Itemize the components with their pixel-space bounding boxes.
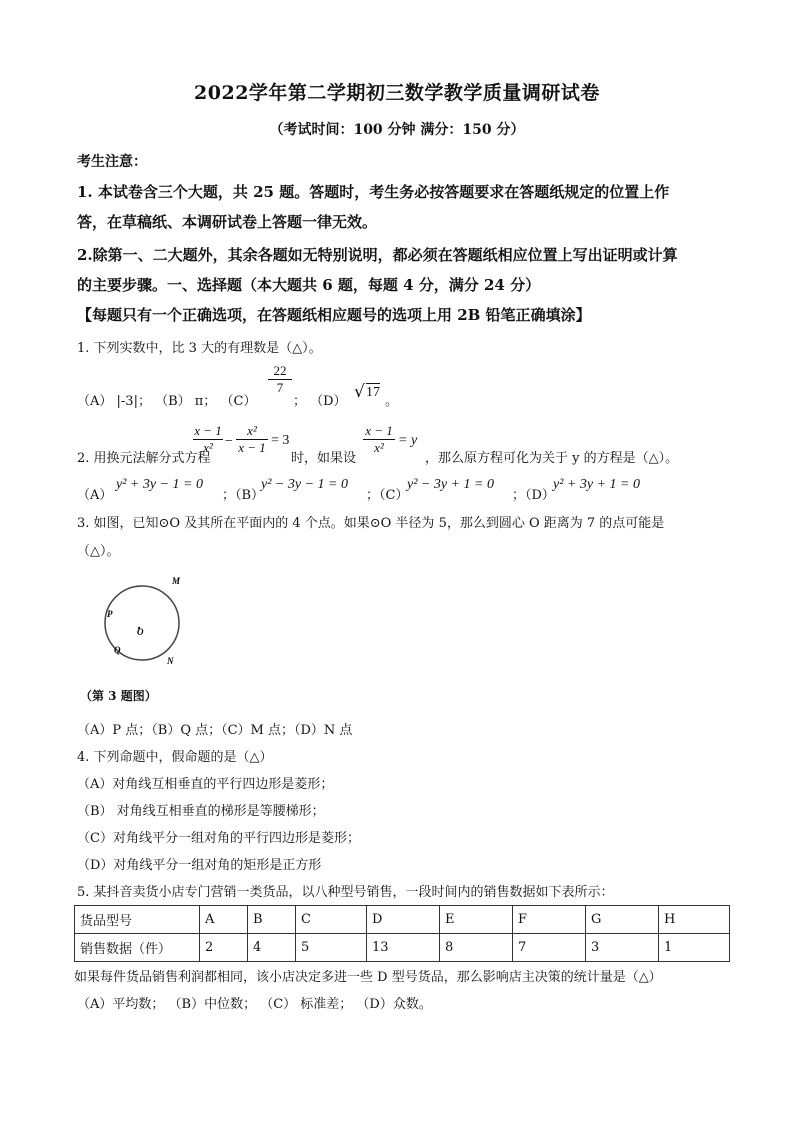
table-cell: B	[248, 906, 296, 934]
table-cell: E	[440, 906, 513, 934]
table-cell: 2	[200, 934, 248, 962]
fraction-denominator: x²	[203, 440, 213, 455]
fraction-numerator: x − 1	[194, 423, 222, 438]
section-instruction: 【每题只有一个正确选项，在答题纸相应题号的选项上用 2B 铅笔正确填涂】	[77, 306, 591, 324]
q4-option-d: （D）对角线平分一组对角的矩形是正方形	[77, 858, 322, 873]
exam-info: （考试时间：100 分钟 满分：150 分）	[269, 122, 525, 138]
q4-option-c: （C）对角线平分一组对角的平行四边形是菱形；	[77, 831, 360, 846]
q2-option-a-label: （A）	[77, 488, 113, 503]
q2-option-a-equation: y² + 3y − 1 = 0	[116, 477, 203, 492]
point-o-label: O	[137, 627, 144, 637]
q2-fraction-3	[363, 424, 395, 455]
sqrt-argument: 17	[366, 385, 380, 400]
table-cell: 5	[296, 934, 367, 962]
q4-option-b: （B） 对角线互相垂直的梯形是等腰梯形；	[77, 804, 325, 819]
fraction-denominator: 7	[276, 380, 284, 395]
q3-options: （A）P 点；（B）Q 点；（C）M 点；（D）N 点	[77, 723, 353, 738]
point-p-label: P	[107, 609, 113, 619]
table-header-cell: 销售数据（件）	[75, 934, 200, 962]
fraction-denominator: x²	[374, 440, 384, 455]
table-header-cell: 货品型号	[75, 906, 200, 934]
equals-y: = y	[398, 433, 418, 448]
table-cell: 3	[586, 934, 659, 962]
q2-tail: ，那么原方程可化为关于 y 的方程是（△）。	[425, 451, 679, 466]
fraction-denominator: x − 1	[238, 440, 266, 455]
fraction-numerator: 22	[273, 363, 287, 378]
q2-fraction-1	[193, 424, 223, 455]
page-title: 2022学年第二学期初三数学教学质量调研试卷	[194, 82, 600, 104]
q5-options: （A）平均数； （B）中位数； （C） 标准差； （D）众数。	[77, 997, 432, 1012]
q2-option-b-equation: y² − 3y − 1 = 0	[261, 477, 348, 492]
notice-heading: 考生注意：	[77, 154, 147, 170]
table-row	[75, 906, 730, 934]
point-m-label: M	[172, 576, 181, 586]
table-cell: C	[296, 906, 367, 934]
table-cell: 8	[440, 934, 513, 962]
table-cell: 7	[513, 934, 586, 962]
notice-item-2-line-2: 的主要步骤。一、选择题（本大题共 6 题，每题 4 分，满分 24 分）	[77, 276, 541, 294]
fraction-numerator: x²	[247, 423, 257, 438]
table-cell: 13	[367, 934, 440, 962]
table-cell: 1	[659, 934, 730, 962]
q1-fraction	[268, 364, 292, 395]
q2-option-b-label: ；（B）	[222, 488, 265, 503]
equals-three: = 3	[271, 433, 290, 448]
q3-stem-line-2: （△）。	[77, 544, 120, 559]
table-cell: A	[200, 906, 248, 934]
q3-stem-line-1: 3. 如图，已知⊙O 及其所在平面内的 4 个点。如果⊙O 半径为 5，那么到圆心 O 距离为 7 的点可能是	[77, 516, 665, 531]
notice-item-1-line-1: 1. 本试卷含三个大题，共 25 题。答题时，考生务必按答题要求在答题纸规定的位置上作	[77, 183, 670, 201]
notice-item-2-line-1: 2.除第一、二大题外，其余各题如无特别说明，都必须在答题纸相应位置上写出证明或计算	[77, 246, 678, 264]
point-n-label: N	[167, 656, 174, 666]
q1-end: 。	[385, 394, 399, 409]
minus-sign: −	[225, 434, 233, 449]
q2-option-c-label: ；（C）	[366, 488, 409, 503]
q1-stem: 1. 下列实数中，比 3 大的有理数是（△）。	[77, 341, 322, 356]
sales-table	[74, 905, 730, 962]
q2-option-d-label: ；（D）	[512, 488, 555, 503]
q2-middle-text: 时，如果设	[291, 451, 357, 466]
q2-option-d-equation: y² + 3y + 1 = 0	[553, 477, 640, 492]
q4-stem: 4. 下列命题中，假命题的是（△）	[77, 750, 273, 765]
q3-figure-caption: （第 3 题图）	[80, 689, 157, 703]
point-q-label: Q	[114, 645, 121, 655]
table-cell: 4	[248, 934, 296, 962]
table-cell: G	[586, 906, 659, 934]
table-cell: F	[513, 906, 586, 934]
q2-option-c-equation: y² − 3y + 1 = 0	[407, 477, 494, 492]
table-cell: D	[367, 906, 440, 934]
table-row	[75, 934, 730, 962]
q5-stem: 5. 某抖音卖货小店专门营销一类货品，以八种型号销售，一段时间内的销售数据如下表所示：	[77, 885, 614, 900]
q3-figure	[85, 570, 195, 670]
fraction-numerator: x − 1	[365, 423, 393, 438]
notice-item-1-line-2: 答，在草稿纸、本调研试卷上答题一律无效。	[77, 213, 378, 231]
sqrt-symbol: √	[354, 382, 365, 402]
q4-option-a: （A）对角线互相垂直的平行四边形是菱形；	[77, 777, 334, 792]
table-cell: H	[659, 906, 730, 934]
q1-option-d-label: ； （D）	[293, 394, 347, 409]
q5-question: 如果每件货品销售利润都相同，该小店决定多进一些 D 型号货品，那么影响店主决策的统计量是（△）	[74, 970, 662, 985]
q2-lead: 2. 用换元法解分式方程	[77, 451, 211, 466]
q2-fraction-2	[236, 424, 268, 455]
q1-options-ab: （A） |-3|； （B） π； （C）	[77, 394, 257, 409]
